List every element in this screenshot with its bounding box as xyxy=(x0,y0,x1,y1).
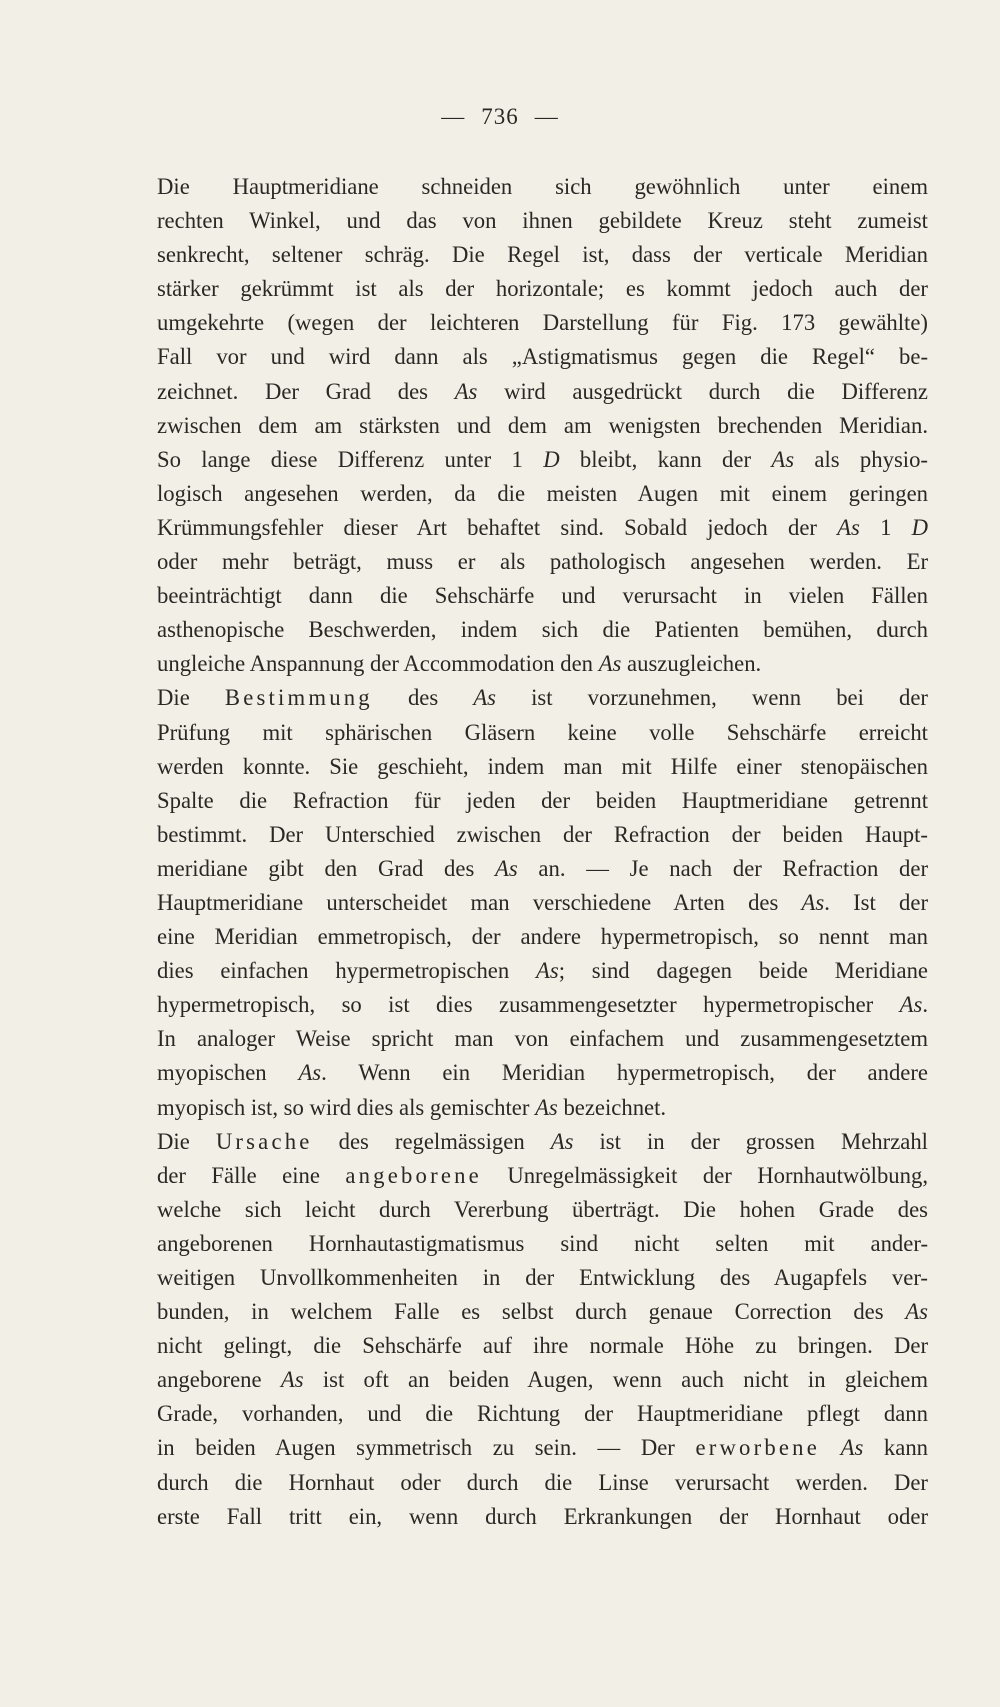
text-line xyxy=(95,306,928,340)
spaced-emphasis: Bestimmung xyxy=(224,685,373,711)
header-dash-right: — xyxy=(534,104,559,129)
text-run: werden konnte. Sie geschieht, indem man mit Hilfe einer stenopäischen xyxy=(157,753,928,779)
spaced-emphasis: angeborene xyxy=(345,1162,482,1188)
text-run: So lange diese Differenz unter 1 xyxy=(157,446,544,472)
text-run: Krümmungsfehler dieser Art behaftet sind. Sobald jedoch der xyxy=(157,514,838,540)
text-run: senkrecht, seltener schräg. Die Regel ist, dass der verticale Meridian xyxy=(157,242,928,268)
spaced-emphasis: erworbene xyxy=(695,1435,820,1461)
page-number: 736 xyxy=(481,104,519,129)
text-line xyxy=(95,1159,928,1193)
italic-term: As xyxy=(454,378,478,404)
italic-term: As xyxy=(536,958,559,984)
text-run: In analoger Weise spricht man von einfachem und zusammengesetztem xyxy=(157,1026,928,1052)
text-run: Die xyxy=(157,685,225,711)
text-line xyxy=(95,1397,928,1431)
text-line xyxy=(95,852,928,886)
text-line xyxy=(95,1056,928,1090)
text-line xyxy=(95,1500,928,1534)
page-header xyxy=(0,104,1000,130)
text-run: Unregelmässigkeit der Hornhautwölbung, xyxy=(481,1162,928,1188)
text-run: kann xyxy=(863,1435,929,1461)
text-line xyxy=(95,886,928,920)
text-line xyxy=(95,511,928,545)
text-run: angeborenen Hornhautastigmatismus sind nicht selten mit ander- xyxy=(157,1230,928,1256)
text-run: bunden, in welchem Falle es selbst durch genaue Correction des xyxy=(157,1299,906,1325)
text-run: ist vorzunehmen, wenn bei der xyxy=(496,685,928,711)
text-run: rechten Winkel, und das von ihnen gebildete Kreuz steht zumeist xyxy=(157,208,928,234)
text-run: Fall vor und wird dann als „Astigmatismus gegen die Regel“ be- xyxy=(157,344,928,370)
italic-term: As xyxy=(840,1435,864,1461)
text-run: ist oft an beiden Augen, wenn auch nicht in gleichem xyxy=(303,1367,928,1393)
text-line xyxy=(95,1193,928,1227)
text-run: Die xyxy=(157,1128,216,1154)
text-run: bezeichnet. xyxy=(557,1094,667,1120)
text-line xyxy=(95,716,928,750)
text-line xyxy=(95,340,928,374)
body-text xyxy=(95,170,928,1534)
text-line xyxy=(95,681,928,715)
text-run: bleibt, kann der xyxy=(559,446,772,472)
text-line xyxy=(95,1466,928,1500)
text-run: des xyxy=(372,685,474,711)
text-line xyxy=(95,954,928,988)
text-run: asthenopische Beschwerden, indem sich die Patienten bemühen, durch xyxy=(157,617,928,643)
italic-term: As xyxy=(801,889,825,915)
text-line xyxy=(95,1022,928,1056)
text-run: zeichnet. Der Grad des xyxy=(157,378,455,404)
italic-term: As xyxy=(280,1367,304,1393)
text-run: erste Fall tritt ein, wenn durch Erkrankungen der Hornhaut oder xyxy=(157,1503,928,1529)
text-line xyxy=(95,818,928,852)
text-line xyxy=(95,784,928,818)
text-run: umgekehrte (wegen der leichteren Darstellung für Fig. 173 gewählte) xyxy=(157,310,928,336)
text-line xyxy=(95,1295,928,1329)
text-run: in beiden Augen symmetrisch zu sein. — Der xyxy=(157,1435,696,1461)
italic-term: As xyxy=(495,855,518,881)
text-run: bestimmt. Der Unterschied zwischen der Refraction der beiden Haupt- xyxy=(157,821,928,847)
italic-term: As xyxy=(598,651,622,677)
text-run: an. — Je nach der Refraction der xyxy=(517,855,928,881)
text-run: auszugleichen. xyxy=(621,651,762,677)
text-run: weitigen Unvollkommenheiten in der Entwicklung des Augapfels ver- xyxy=(157,1265,928,1290)
italic-term: As xyxy=(837,514,860,540)
italic-term: As xyxy=(771,446,795,472)
italic-term: D xyxy=(543,446,560,472)
text-run: myopischen xyxy=(157,1060,299,1086)
text-line xyxy=(95,272,928,306)
text-run: als physio- xyxy=(794,446,928,472)
text-run: welche sich leicht durch Vererbung überträgt. Die hohen Grade des xyxy=(157,1196,928,1222)
text-line xyxy=(95,375,928,409)
text-run: ist in der grossen Mehrzahl xyxy=(573,1128,928,1154)
paragraph xyxy=(95,681,928,1124)
text-run: dies einfachen hypermetropischen xyxy=(157,958,537,984)
text-line xyxy=(95,238,928,272)
text-run: . xyxy=(922,992,928,1018)
text-run: wird ausgedrückt durch die Differenz xyxy=(477,378,928,404)
text-run: hypermetropisch, so ist dies zusammengesetzter hypermetropischer xyxy=(157,992,900,1018)
text-line xyxy=(95,1431,928,1465)
text-line xyxy=(95,613,928,647)
text-run: Hauptmeridiane unterscheidet man verschiedene Arten des xyxy=(157,889,802,915)
text-run: ; sind dagegen beide Meridiane xyxy=(558,958,928,984)
text-run: . Ist der xyxy=(824,889,929,915)
italic-term: As xyxy=(899,992,923,1018)
italic-term: As xyxy=(298,1060,322,1086)
text-run: Die Hauptmeridiane schneiden sich gewöhnlich unter einem xyxy=(157,174,928,199)
text-run: logisch angesehen werden, da die meisten Augen mit einem geringen xyxy=(157,480,928,506)
text-run: . Wenn ein Meridian hypermetropisch, der andere xyxy=(321,1060,928,1086)
text-line xyxy=(95,579,928,613)
text-run xyxy=(820,1435,841,1460)
text-run: 1 xyxy=(859,514,912,540)
text-run: oder mehr beträgt, muss er als pathologisch angesehen werden. Er xyxy=(157,549,928,575)
text-line xyxy=(95,920,928,954)
text-line xyxy=(95,1261,928,1295)
italic-term: D xyxy=(911,514,929,540)
italic-term: As xyxy=(473,685,497,711)
text-line xyxy=(95,988,928,1022)
text-line xyxy=(95,409,928,443)
header-dash-left: — xyxy=(441,104,466,129)
text-run: angeborene xyxy=(157,1367,281,1393)
text-line xyxy=(95,750,928,784)
text-run: ungleiche Anspannung der Accommodation den xyxy=(157,651,599,677)
italic-term: As xyxy=(550,1128,574,1154)
text-run: durch die Hornhaut oder durch die Linse verursacht werden. Der xyxy=(157,1469,928,1495)
text-run: Prüfung mit sphärischen Gläsern keine volle Sehschärfe erreicht xyxy=(157,719,928,745)
text-run: Grade, vorhanden, und die Richtung der Hauptmeridiane pflegt dann xyxy=(157,1401,928,1427)
text-line xyxy=(95,170,928,204)
text-run: stärker gekrümmt ist als der horizontale; es kommt jedoch auch der xyxy=(157,276,928,302)
text-run: nicht gelingt, die Sehschärfe auf ihre normale Höhe zu bringen. Der xyxy=(157,1333,928,1359)
paragraph xyxy=(95,170,928,681)
text-line xyxy=(95,545,928,579)
text-run: meridiane gibt den Grad des xyxy=(157,855,496,881)
paragraph xyxy=(95,1125,928,1534)
text-run: eine Meridian emmetropisch, der andere hypermetropisch, so nennt man xyxy=(157,924,928,950)
text-line xyxy=(95,1125,928,1159)
text-line xyxy=(95,1363,928,1397)
text-line xyxy=(95,443,928,477)
text-run: des regelmässigen xyxy=(312,1128,551,1154)
text-run: beeinträchtigt dann die Sehschärfe und verursacht in vielen Fällen xyxy=(157,583,928,609)
italic-term: As xyxy=(905,1299,928,1325)
text-line xyxy=(95,204,928,238)
text-run: zwischen dem am stärksten und dem am wenigsten brechenden Meridian. xyxy=(157,412,928,438)
text-run: der Fälle eine xyxy=(157,1162,346,1188)
text-run: Spalte die Refraction für jeden der beiden Hauptmeridiane getrennt xyxy=(157,787,928,813)
spaced-emphasis: Ursache xyxy=(215,1128,313,1154)
text-line xyxy=(95,477,928,511)
text-line xyxy=(95,647,928,681)
text-run: myopisch ist, so wird dies als gemischter xyxy=(157,1094,536,1120)
text-line xyxy=(95,1329,928,1363)
italic-term: As xyxy=(535,1094,558,1120)
text-line xyxy=(95,1091,928,1125)
text-line xyxy=(95,1227,928,1261)
